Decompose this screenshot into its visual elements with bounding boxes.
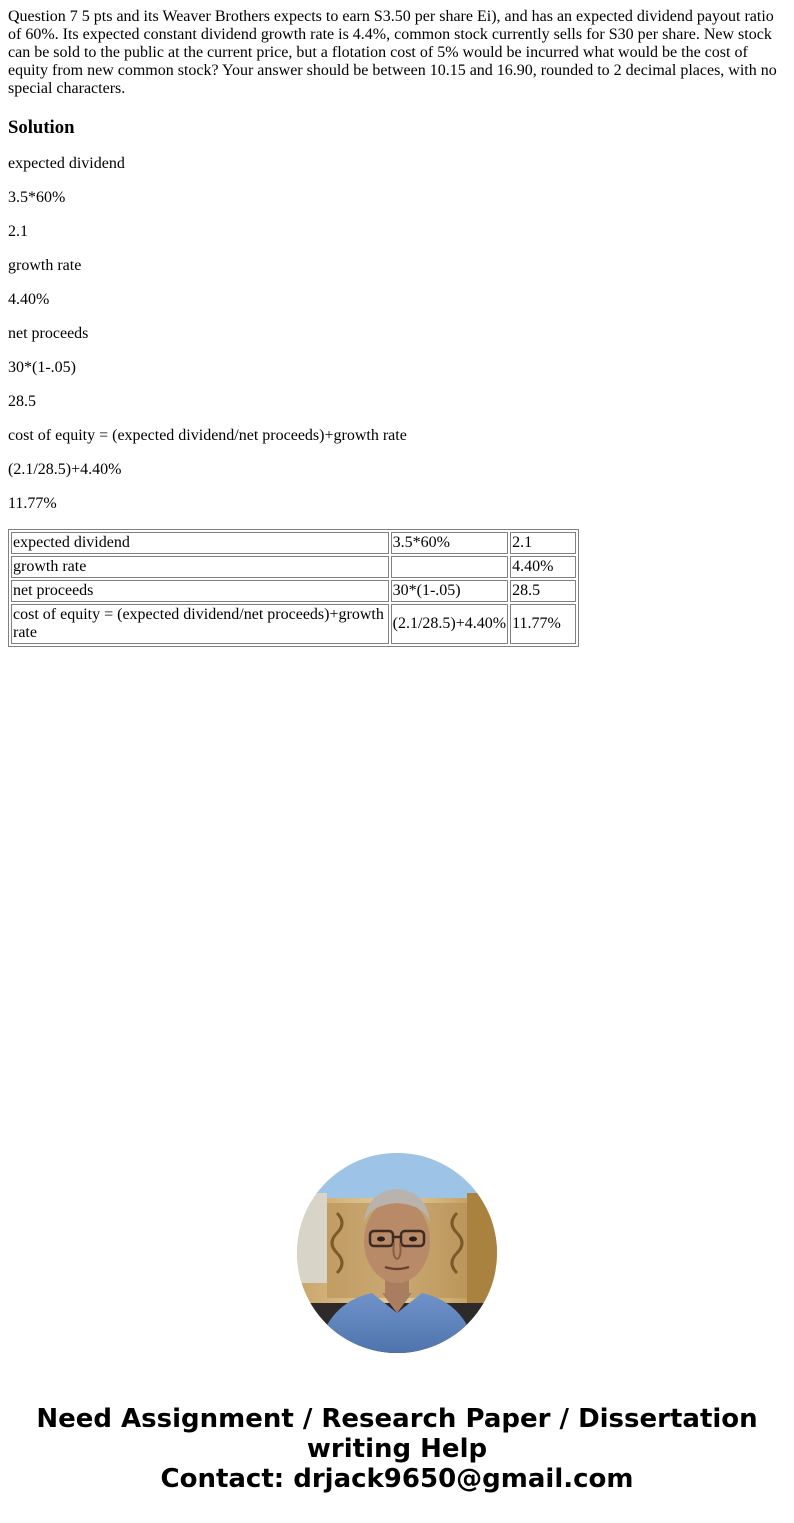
person-portrait-icon bbox=[297, 1153, 497, 1353]
solution-heading: Solution bbox=[8, 117, 75, 138]
contact-banner bbox=[0, 1404, 794, 1494]
table-cell: 3.5*60% bbox=[391, 532, 508, 554]
step-text: growth rate bbox=[8, 257, 82, 274]
step-text: 4.40% bbox=[8, 291, 50, 308]
table-row bbox=[11, 580, 576, 602]
table-cell bbox=[391, 556, 508, 578]
table-cell: 2.1 bbox=[510, 532, 576, 554]
table-cell: 30*(1-.05) bbox=[391, 580, 508, 602]
question-text: Question 7 5 pts and its Weaver Brothers expects to earn S3.50 per share Ei), and has an expected dividend payout ratio of 60%. Its expected constant dividend growth rate is 4.4%, common stock currently sells for S30 per share. New stock can be sold to the public at the current price, but a flotation cost of 5% would be incurred what would be the cost of equity from new common stock? Your answer should be between 10.15 and 16.90, rounded to 2 decimal places, with no special characters. bbox=[8, 8, 777, 97]
cta-line: Need Assignment / Research Paper / Dissertation bbox=[36, 1404, 758, 1434]
step-text: 28.5 bbox=[8, 393, 36, 410]
cta-line: writing Help bbox=[306, 1434, 488, 1464]
table-cell: 4.40% bbox=[510, 556, 576, 578]
table-cell: cost of equity = (expected dividend/net proceeds)+growth rate bbox=[11, 604, 389, 644]
step-text: 3.5*60% bbox=[8, 189, 66, 206]
table-row bbox=[11, 556, 576, 578]
table-cell: (2.1/28.5)+4.40% bbox=[391, 604, 508, 644]
table-cell: expected dividend bbox=[11, 532, 389, 554]
table-row bbox=[11, 604, 576, 644]
step-text: (2.1/28.5)+4.40% bbox=[8, 461, 122, 478]
table-cell: growth rate bbox=[11, 556, 389, 578]
table-row bbox=[11, 532, 576, 554]
step-text: 2.1 bbox=[8, 223, 28, 240]
step-text: 30*(1-.05) bbox=[8, 359, 76, 376]
table-cell: net proceeds bbox=[11, 580, 389, 602]
table-cell: 28.5 bbox=[510, 580, 576, 602]
step-text: expected dividend bbox=[8, 155, 125, 172]
contact-email: Contact: drjack9650@gmail.com bbox=[160, 1464, 634, 1494]
table-cell: 11.77% bbox=[510, 604, 576, 644]
avatar bbox=[297, 1153, 497, 1353]
step-text: cost of equity = (expected dividend/net proceeds)+growth rate bbox=[8, 427, 407, 444]
document-body bbox=[8, 8, 786, 647]
step-text: 11.77% bbox=[8, 495, 57, 512]
step-text: net proceeds bbox=[8, 325, 89, 342]
solution-table bbox=[8, 529, 579, 647]
